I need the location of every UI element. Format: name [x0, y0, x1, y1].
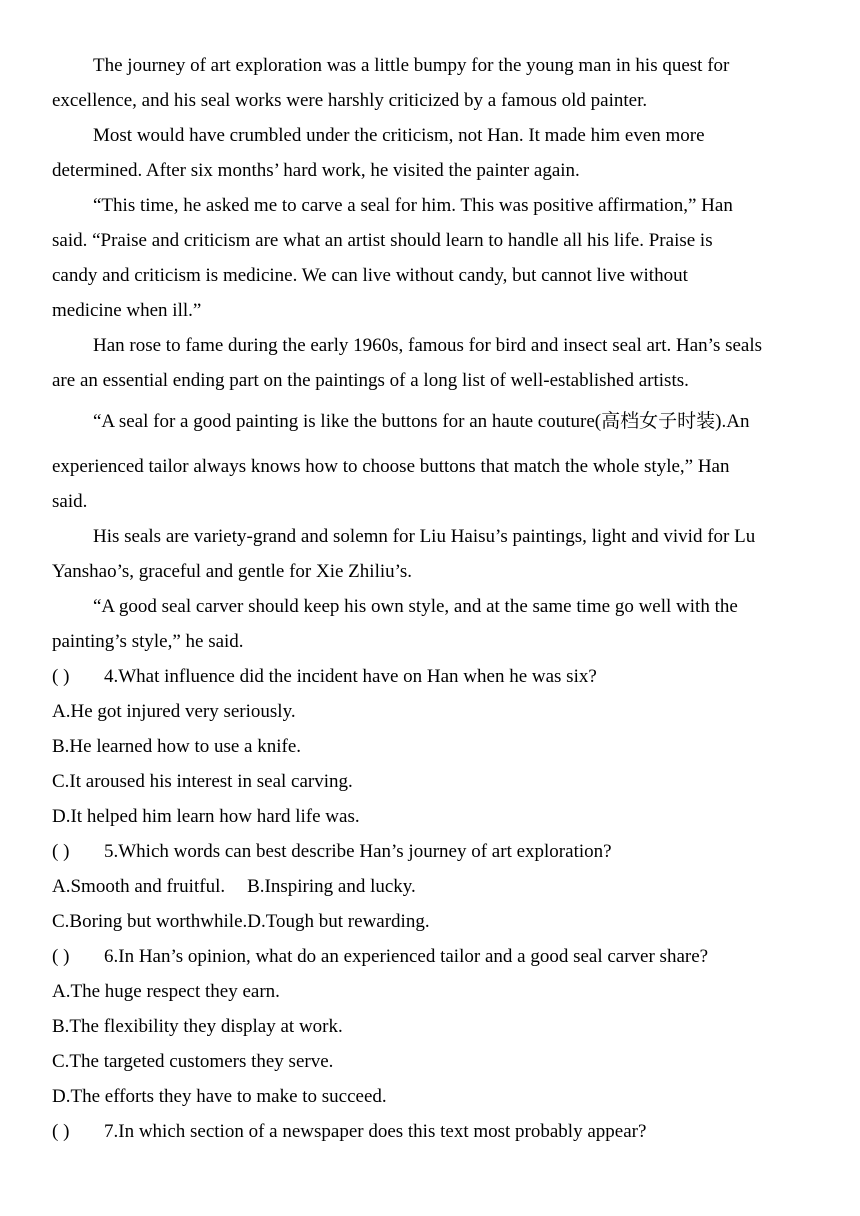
options-5cd: [52, 904, 812, 939]
answer-blank[interactable]: ( ): [52, 1121, 70, 1142]
passage-line: The journey of art exploration was a little bumpy for the young man in his quest for: [93, 55, 730, 76]
option-6b: B.The flexibility they display at work.: [52, 1016, 343, 1037]
question-text: 6.In Han’s opinion, what do an experienced tailor and a good seal carver share?: [104, 946, 709, 967]
answer-blank[interactable]: ( ): [52, 946, 70, 967]
option-5a: A.Smooth and fruitful.: [52, 876, 226, 897]
passage-line: experienced tailor always knows how to choose buttons that match the whole style,” Han: [52, 456, 730, 477]
option-5d: D.Tough but rewarding.: [247, 911, 430, 932]
answer-blank[interactable]: ( ): [52, 841, 70, 862]
option-4a: A.He got injured very seriously.: [52, 701, 296, 722]
passage-line: candy and criticism is medicine. We can live without candy, but cannot live without: [52, 265, 688, 286]
passage-line: “A good seal carver should keep his own style, and at the same time go well with the: [93, 596, 738, 617]
question-text: 5.Which words can best describe Han’s journey of art exploration?: [104, 841, 612, 862]
option-6a: A.The huge respect they earn.: [52, 981, 280, 1002]
question-text: 7.In which section of a newspaper does this text most probably appear?: [104, 1121, 647, 1142]
passage-line: Yanshao’s, graceful and gentle for Xie Zhiliu’s.: [52, 561, 413, 582]
passage-line: “This time, he asked me to carve a seal for him. This was positive affirmation,” Han: [93, 195, 733, 216]
question-stem-6: [52, 939, 812, 974]
question-text: 4.What influence did the incident have on Han when he was six?: [104, 666, 597, 687]
passage-line-with-cjk-gloss: [52, 404, 812, 439]
option-5b: B.Inspiring and lucky.: [247, 876, 416, 897]
options-5ab: [52, 869, 812, 904]
passage-line: said.: [52, 491, 88, 512]
passage-line: are an essential ending part on the paintings of a long list of well-established artists.: [52, 370, 689, 391]
option-6d: D.The efforts they have to make to succeed.: [52, 1086, 387, 1107]
answer-blank[interactable]: ( ): [52, 666, 70, 687]
passage-line: excellence, and his seal works were harshly criticized by a famous old painter.: [52, 90, 648, 111]
option-6c: C.The targeted customers they serve.: [52, 1051, 334, 1072]
question-stem-7: [52, 1114, 812, 1149]
option-4b: B.He learned how to use a knife.: [52, 736, 302, 757]
passage-line: His seals are variety-grand and solemn for Liu Haisu’s paintings, light and vivid for Lu: [93, 526, 756, 547]
option-4d: D.It helped him learn how hard life was.: [52, 806, 360, 827]
question-stem-5: [52, 834, 812, 869]
passage-text: ).An: [715, 411, 750, 432]
passage-line: Most would have crumbled under the criticism, not Han. It made him even more: [93, 125, 705, 146]
passage-line: said. “Praise and criticism are what an artist should learn to handle all his life. Praise is: [52, 230, 713, 251]
passage-line: Han rose to fame during the early 1960s, famous for bird and insect seal art. Han’s seals: [93, 335, 763, 356]
passage-text: “A seal for a good painting is like the buttons for an haute couture(: [93, 411, 602, 432]
question-stem-4: [52, 659, 812, 694]
passage-line: medicine when ill.”: [52, 300, 202, 321]
option-5c: C.Boring but worthwhile.: [52, 911, 248, 932]
chinese-gloss: 高档女子时装: [601, 410, 716, 432]
option-4c: C.It aroused his interest in seal carving.: [52, 771, 353, 792]
passage-line: painting’s style,” he said.: [52, 631, 244, 652]
document-page: [52, 48, 812, 1149]
passage-line: determined. After six months’ hard work, he visited the painter again.: [52, 160, 580, 181]
